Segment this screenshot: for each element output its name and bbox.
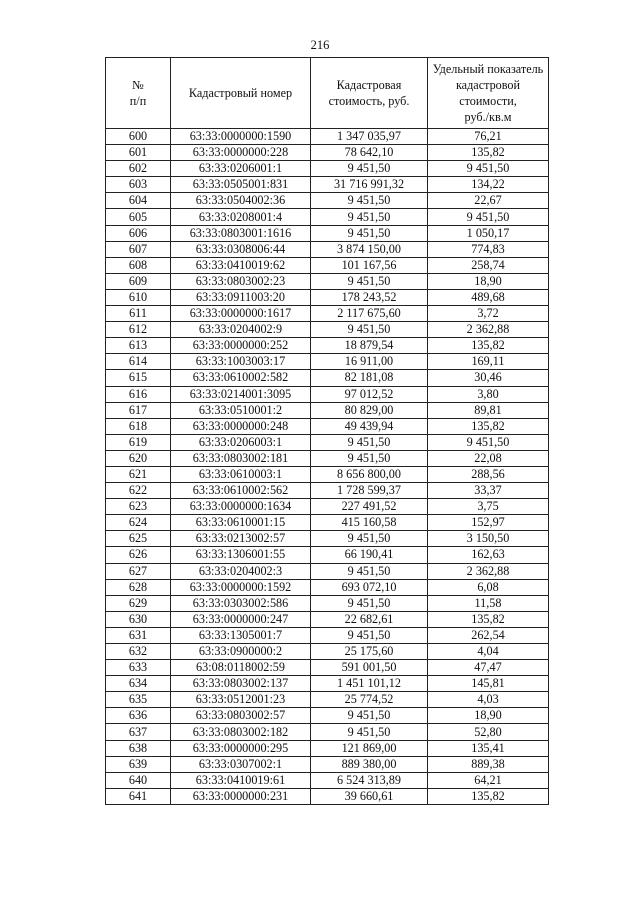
specific-value-cell: 134,22 (428, 177, 549, 193)
row-number-cell: 637 (106, 724, 171, 740)
table-row (106, 676, 549, 692)
table-row (106, 595, 549, 611)
cadastral-value-cell: 6 524 313,89 (311, 772, 428, 788)
cadastral-number-cell: 63:33:0803002:137 (171, 676, 311, 692)
specific-value-cell: 3,80 (428, 386, 549, 402)
cadastral-number-cell: 63:33:0803001:1616 (171, 225, 311, 241)
row-number-cell: 627 (106, 563, 171, 579)
table-row (106, 531, 549, 547)
row-number-cell: 626 (106, 547, 171, 563)
cadastral-value-cell: 39 660,61 (311, 788, 428, 804)
cadastral-value-cell: 9 451,50 (311, 595, 428, 611)
specific-value-cell: 3,72 (428, 306, 549, 322)
cadastral-value-cell: 9 451,50 (311, 531, 428, 547)
specific-value-cell: 288,56 (428, 466, 549, 482)
cadastral-number-cell: 63:33:0900000:2 (171, 644, 311, 660)
cadastral-value-cell: 9 451,50 (311, 724, 428, 740)
specific-value-cell: 52,80 (428, 724, 549, 740)
table-row (106, 402, 549, 418)
cadastral-number-cell: 63:33:0206001:1 (171, 161, 311, 177)
row-number-cell: 609 (106, 273, 171, 289)
table-row (106, 563, 549, 579)
specific-value-cell: 152,97 (428, 515, 549, 531)
cadastral-number-cell: 63:33:0610002:582 (171, 370, 311, 386)
specific-value-cell: 4,04 (428, 644, 549, 660)
specific-value-cell: 145,81 (428, 676, 549, 692)
row-number-cell: 618 (106, 418, 171, 434)
table-row (106, 450, 549, 466)
cadastral-value-cell: 31 716 991,32 (311, 177, 428, 193)
table-row (106, 740, 549, 756)
table-row (106, 611, 549, 627)
row-number-cell: 612 (106, 322, 171, 338)
table-row (106, 338, 549, 354)
table-row (106, 772, 549, 788)
cadastral-number-cell: 63:33:0512001:23 (171, 692, 311, 708)
row-number-cell: 605 (106, 209, 171, 225)
cadastral-value-cell: 1 451 101,12 (311, 676, 428, 692)
cadastral-number-cell: 63:33:0214001:3095 (171, 386, 311, 402)
table-row (106, 193, 549, 209)
cadastral-value-cell: 9 451,50 (311, 161, 428, 177)
specific-value-cell: 135,82 (428, 788, 549, 804)
table-row (106, 370, 549, 386)
cadastral-value-cell: 1 728 599,37 (311, 483, 428, 499)
specific-value-cell: 1 050,17 (428, 225, 549, 241)
row-number-cell: 625 (106, 531, 171, 547)
specific-value-cell: 135,82 (428, 611, 549, 627)
cadastral-value-cell: 16 911,00 (311, 354, 428, 370)
specific-value-cell: 135,82 (428, 418, 549, 434)
table-header-row (106, 58, 549, 129)
table-row (106, 225, 549, 241)
table-row (106, 273, 549, 289)
table-row (106, 708, 549, 724)
row-number-cell: 623 (106, 499, 171, 515)
row-number-cell: 615 (106, 370, 171, 386)
table-row (106, 386, 549, 402)
specific-value-cell: 47,47 (428, 660, 549, 676)
cadastral-number-cell: 63:33:0510001:2 (171, 402, 311, 418)
cadastral-number-cell: 63:33:0208001:4 (171, 209, 311, 225)
cadastral-number-cell: 63:33:0000000:1634 (171, 499, 311, 515)
row-number-cell: 641 (106, 788, 171, 804)
row-number-cell: 630 (106, 611, 171, 627)
cadastral-value-cell: 8 656 800,00 (311, 466, 428, 482)
specific-value-cell: 64,21 (428, 772, 549, 788)
row-number-cell: 606 (106, 225, 171, 241)
table-row (106, 241, 549, 257)
cadastral-value-cell: 693 072,10 (311, 579, 428, 595)
cadastral-value-cell: 9 451,50 (311, 627, 428, 643)
cadastral-table (105, 57, 549, 805)
row-number-cell: 621 (106, 466, 171, 482)
table-row (106, 289, 549, 305)
page-number: 216 (310, 38, 330, 52)
specific-value-cell: 89,81 (428, 402, 549, 418)
row-number-cell: 607 (106, 241, 171, 257)
cadastral-number-cell: 63:33:0911003:20 (171, 289, 311, 305)
specific-value-cell: 135,41 (428, 740, 549, 756)
table-row (106, 145, 549, 161)
cadastral-number-cell: 63:33:1003003:17 (171, 354, 311, 370)
cadastral-number-cell: 63:33:0504002:36 (171, 193, 311, 209)
cadastral-value-cell: 9 451,50 (311, 209, 428, 225)
cadastral-value-cell: 66 190,41 (311, 547, 428, 563)
specific-value-cell: 169,11 (428, 354, 549, 370)
specific-value-cell: 18,90 (428, 708, 549, 724)
row-number-cell: 636 (106, 708, 171, 724)
cadastral-number-cell: 63:33:1305001:7 (171, 627, 311, 643)
table-row (106, 434, 549, 450)
row-number-cell: 613 (106, 338, 171, 354)
table-row (106, 627, 549, 643)
cadastral-value-cell: 9 451,50 (311, 273, 428, 289)
cadastral-number-cell: 63:33:0000000:248 (171, 418, 311, 434)
specific-value-cell: 135,82 (428, 145, 549, 161)
specific-value-cell: 3 150,50 (428, 531, 549, 547)
specific-value-cell: 9 451,50 (428, 434, 549, 450)
cadastral-number-cell: 63:33:0000000:295 (171, 740, 311, 756)
cadastral-value-cell: 9 451,50 (311, 193, 428, 209)
table-row (106, 257, 549, 273)
cadastral-value-cell: 591 001,50 (311, 660, 428, 676)
row-number-cell: 608 (106, 257, 171, 273)
table-row (106, 644, 549, 660)
table-row (106, 466, 549, 482)
cadastral-number-cell: 63:33:0610001:15 (171, 515, 311, 531)
table-row (106, 418, 549, 434)
cadastral-number-cell: 63:33:0206003:1 (171, 434, 311, 450)
row-number-cell: 614 (106, 354, 171, 370)
header-specific-value: Удельный показатель кадастровой стоимости, руб./кв.м (428, 58, 549, 129)
specific-value-cell: 9 451,50 (428, 161, 549, 177)
cadastral-value-cell: 9 451,50 (311, 450, 428, 466)
cadastral-value-cell: 25 774,52 (311, 692, 428, 708)
cadastral-number-cell: 63:33:0803002:57 (171, 708, 311, 724)
cadastral-number-cell: 63:33:0410019:61 (171, 772, 311, 788)
specific-value-cell: 30,46 (428, 370, 549, 386)
row-number-cell: 639 (106, 756, 171, 772)
cadastral-value-cell: 9 451,50 (311, 563, 428, 579)
specific-value-cell: 162,63 (428, 547, 549, 563)
cadastral-number-cell: 63:33:0803002:23 (171, 273, 311, 289)
cadastral-number-cell: 63:33:0610003:1 (171, 466, 311, 482)
row-number-cell: 634 (106, 676, 171, 692)
table-row (106, 579, 549, 595)
table-row (106, 724, 549, 740)
row-number-cell: 616 (106, 386, 171, 402)
row-number-cell: 633 (106, 660, 171, 676)
table-row (106, 161, 549, 177)
cadastral-value-cell: 101 167,56 (311, 257, 428, 273)
row-number-cell: 600 (106, 129, 171, 145)
row-number-cell: 602 (106, 161, 171, 177)
cadastral-value-cell: 9 451,50 (311, 322, 428, 338)
cadastral-number-cell: 63:33:0204002:3 (171, 563, 311, 579)
row-number-cell: 622 (106, 483, 171, 499)
cadastral-value-cell: 121 869,00 (311, 740, 428, 756)
table-row (106, 209, 549, 225)
specific-value-cell: 2 362,88 (428, 563, 549, 579)
table-body (106, 129, 549, 805)
row-number-cell: 604 (106, 193, 171, 209)
row-number-cell: 631 (106, 627, 171, 643)
row-number-cell: 624 (106, 515, 171, 531)
specific-value-cell: 22,08 (428, 450, 549, 466)
row-number-cell: 640 (106, 772, 171, 788)
header-cadastral-number: Кадастровый номер (171, 58, 311, 129)
cadastral-number-cell: 63:33:0803002:181 (171, 450, 311, 466)
cadastral-value-cell: 9 451,50 (311, 708, 428, 724)
specific-value-cell: 3,75 (428, 499, 549, 515)
cadastral-value-cell: 1 347 035,97 (311, 129, 428, 145)
table-row (106, 129, 549, 145)
specific-value-cell: 4,03 (428, 692, 549, 708)
cadastral-number-cell: 63:33:0213002:57 (171, 531, 311, 547)
specific-value-cell: 18,90 (428, 273, 549, 289)
specific-value-cell: 6,08 (428, 579, 549, 595)
table-row (106, 660, 549, 676)
table-row (106, 306, 549, 322)
specific-value-cell: 33,37 (428, 483, 549, 499)
cadastral-number-cell: 63:33:0410019:62 (171, 257, 311, 273)
row-number-cell: 638 (106, 740, 171, 756)
header-cadastral-value: Кадастровая стоимость, руб. (311, 58, 428, 129)
cadastral-value-cell: 889 380,00 (311, 756, 428, 772)
header-number: № п/п (106, 58, 171, 129)
cadastral-number-cell: 63:33:0610002:562 (171, 483, 311, 499)
cadastral-value-cell: 415 160,58 (311, 515, 428, 531)
table-row (106, 515, 549, 531)
cadastral-number-cell: 63:33:0000000:228 (171, 145, 311, 161)
row-number-cell: 603 (106, 177, 171, 193)
row-number-cell: 635 (106, 692, 171, 708)
specific-value-cell: 9 451,50 (428, 209, 549, 225)
table-row (106, 756, 549, 772)
table-row (106, 322, 549, 338)
cadastral-value-cell: 227 491,52 (311, 499, 428, 515)
cadastral-value-cell: 97 012,52 (311, 386, 428, 402)
specific-value-cell: 76,21 (428, 129, 549, 145)
cadastral-number-cell: 63:33:0000000:1617 (171, 306, 311, 322)
specific-value-cell: 135,82 (428, 338, 549, 354)
cadastral-value-cell: 25 175,60 (311, 644, 428, 660)
cadastral-number-cell: 63:33:0204002:9 (171, 322, 311, 338)
specific-value-cell: 774,83 (428, 241, 549, 257)
cadastral-number-cell: 63:33:0000000:1592 (171, 579, 311, 595)
specific-value-cell: 262,54 (428, 627, 549, 643)
cadastral-number-cell: 63:33:0308006:44 (171, 241, 311, 257)
cadastral-value-cell: 9 451,50 (311, 434, 428, 450)
row-number-cell: 619 (106, 434, 171, 450)
cadastral-number-cell: 63:33:0303002:586 (171, 595, 311, 611)
specific-value-cell: 889,38 (428, 756, 549, 772)
cadastral-value-cell: 22 682,61 (311, 611, 428, 627)
row-number-cell: 611 (106, 306, 171, 322)
specific-value-cell: 489,68 (428, 289, 549, 305)
row-number-cell: 610 (106, 289, 171, 305)
cadastral-number-cell: 63:33:0505001:831 (171, 177, 311, 193)
cadastral-number-cell: 63:33:0307002:1 (171, 756, 311, 772)
table-row (106, 692, 549, 708)
cadastral-number-cell: 63:33:0000000:252 (171, 338, 311, 354)
cadastral-value-cell: 49 439,94 (311, 418, 428, 434)
specific-value-cell: 258,74 (428, 257, 549, 273)
row-number-cell: 629 (106, 595, 171, 611)
cadastral-value-cell: 78 642,10 (311, 145, 428, 161)
row-number-cell: 628 (106, 579, 171, 595)
cadastral-value-cell: 82 181,08 (311, 370, 428, 386)
table-row (106, 177, 549, 193)
cadastral-number-cell: 63:33:0000000:247 (171, 611, 311, 627)
cadastral-number-cell: 63:33:1306001:55 (171, 547, 311, 563)
cadastral-value-cell: 178 243,52 (311, 289, 428, 305)
row-number-cell: 601 (106, 145, 171, 161)
table-row (106, 547, 549, 563)
row-number-cell: 617 (106, 402, 171, 418)
cadastral-number-cell: 63:33:0803002:182 (171, 724, 311, 740)
cadastral-value-cell: 9 451,50 (311, 225, 428, 241)
table-row (106, 483, 549, 499)
table-row (106, 354, 549, 370)
specific-value-cell: 11,58 (428, 595, 549, 611)
cadastral-value-cell: 2 117 675,60 (311, 306, 428, 322)
cadastral-number-cell: 63:08:0118002:59 (171, 660, 311, 676)
cadastral-value-cell: 80 829,00 (311, 402, 428, 418)
cadastral-number-cell: 63:33:0000000:1590 (171, 129, 311, 145)
specific-value-cell: 22,67 (428, 193, 549, 209)
cadastral-number-cell: 63:33:0000000:231 (171, 788, 311, 804)
row-number-cell: 620 (106, 450, 171, 466)
cadastral-value-cell: 18 879,54 (311, 338, 428, 354)
table-row (106, 788, 549, 804)
table-row (106, 499, 549, 515)
row-number-cell: 632 (106, 644, 171, 660)
specific-value-cell: 2 362,88 (428, 322, 549, 338)
cadastral-value-cell: 3 874 150,00 (311, 241, 428, 257)
